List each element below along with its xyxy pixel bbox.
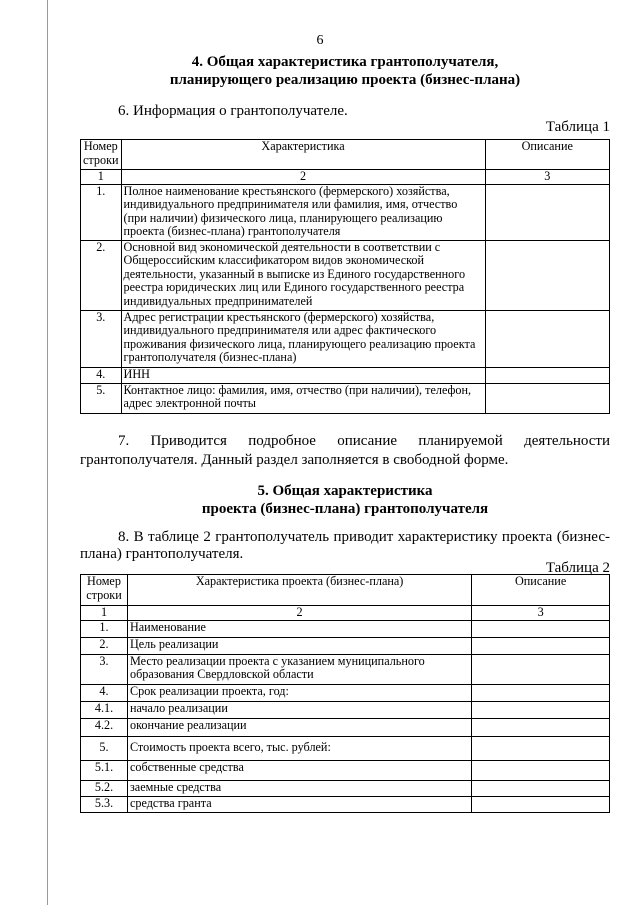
page-number: 6 [316,33,324,48]
table-row [81,796,610,812]
table-row [81,637,610,654]
row-description [472,780,610,796]
row-number: 2. [81,240,122,310]
table-row [81,780,610,796]
table-row [81,760,610,780]
table1 [80,139,610,414]
row-description [485,310,609,367]
table2-colnum: 1 [81,606,128,621]
row-description [472,620,610,637]
row-description [472,701,610,718]
table1-header-desc: Описание [485,140,609,170]
para6-text: 6. Информация о грантополучателе. [118,103,348,119]
section4-title-line2: планирующего реализацию проекта (бизнес-плана) [169,72,521,88]
row-characteristic: ИНН [121,367,485,383]
row-number: 5.2. [81,780,128,796]
row-number: 4. [81,684,128,701]
row-number: 5. [81,736,128,760]
row-characteristic: Наименование [127,620,471,637]
table-row [81,654,610,684]
row-characteristic: Основной вид экономической деятельности в соответствии с Общероссийским классификатором видов экономической деятельности, указанный в выписке из Единого государственного реестра юридических лиц или Единого государственного реестра индивидуальных предпринимателей [121,240,485,310]
row-number: 2. [81,637,128,654]
row-characteristic: Полное наименование крестьянского (фермерского) хозяйства, индивидуального предпринимателя или фамилия, имя, отчество (при наличии) физического лица, планирующего реализацию проекта (бизнес-плана) грантополучателя [121,184,485,240]
row-characteristic: средства гранта [127,796,471,812]
table-row [81,184,610,240]
row-description [472,654,610,684]
table-row [81,684,610,701]
table1-header-num: Номер строки [81,140,122,170]
row-description [472,796,610,812]
page-binding-line [47,0,48,905]
row-number: 1. [81,184,122,240]
table2-header-char: Характеристика проекта (бизнес-плана) [127,575,471,606]
table2-caption: Таблица 2 [545,560,610,576]
table-row [81,620,610,637]
table-row [81,736,610,760]
row-number: 5.1. [81,760,128,780]
table2-colnum: 2 [127,606,471,621]
row-description [472,637,610,654]
table1-header-char: Характеристика [121,140,485,170]
row-number: 4.2. [81,718,128,736]
row-number: 3. [81,310,122,367]
row-characteristic: Цель реализации [127,637,471,654]
table-row [81,367,610,383]
table2-colnum: 3 [472,606,610,621]
table1-header-row [81,140,610,170]
row-characteristic: собственные средства [127,760,471,780]
row-number: 1. [81,620,128,637]
table1-colnum: 2 [121,170,485,185]
row-characteristic: Стоимость проекта всего, тыс. рублей: [127,736,471,760]
para7-line2: грантополучателя. Данный раздел заполняется в свободной форме. [80,452,509,468]
row-description [472,736,610,760]
row-characteristic: начало реализации [127,701,471,718]
table2-header-num: Номер строки [81,575,128,606]
row-characteristic: Адрес регистрации крестьянского (фермерского) хозяйства, индивидуального предпринимателя или адрес фактического проживания физического лица, планирующего реализацию проекта грантополучателя (бизнес-плана) [121,310,485,367]
row-description [472,760,610,780]
table2 [80,574,610,813]
table-row [81,701,610,718]
row-number: 4.1. [81,701,128,718]
section4-title-line1: 4. Общая характеристика грантополучателя, [191,54,499,70]
row-description [485,184,609,240]
row-characteristic: Срок реализации проекта, год: [127,684,471,701]
table1-colnum: 1 [81,170,122,185]
row-number: 5.3. [81,796,128,812]
row-description [485,383,609,413]
table2-colnum-row [81,606,610,621]
table1-caption: Таблица 1 [545,119,610,135]
para8-line2: плана) грантополучателя. [80,546,244,562]
row-characteristic: заемные средства [127,780,471,796]
row-number: 5. [81,383,122,413]
table1-colnum: 3 [485,170,609,185]
para7-line1: 7. Приводится подробное описание планируемой деятельности [118,433,610,449]
section5-title-line2: проекта (бизнес-плана) грантополучателя [201,501,489,517]
row-description [485,367,609,383]
row-number: 3. [81,654,128,684]
table2-header-row [81,575,610,606]
table-row [81,383,610,413]
row-description [472,684,610,701]
table2-header-desc: Описание [472,575,610,606]
row-characteristic: Место реализации проекта с указанием муниципального образования Свердловской области [127,654,471,684]
table-row [81,310,610,367]
row-characteristic: окончание реализации [127,718,471,736]
para8-line1: 8. В таблице 2 грантополучатель приводит характеристику проекта (бизнес- [118,529,610,545]
table-row [81,240,610,310]
row-description [485,240,609,310]
table1-colnum-row [81,170,610,185]
row-characteristic: Контактное лицо: фамилия, имя, отчество (при наличии), телефон, адрес электронной почты [121,383,485,413]
table-row [81,718,610,736]
row-number: 4. [81,367,122,383]
section5-title-line1: 5. Общая характеристика [257,483,433,499]
row-description [472,718,610,736]
